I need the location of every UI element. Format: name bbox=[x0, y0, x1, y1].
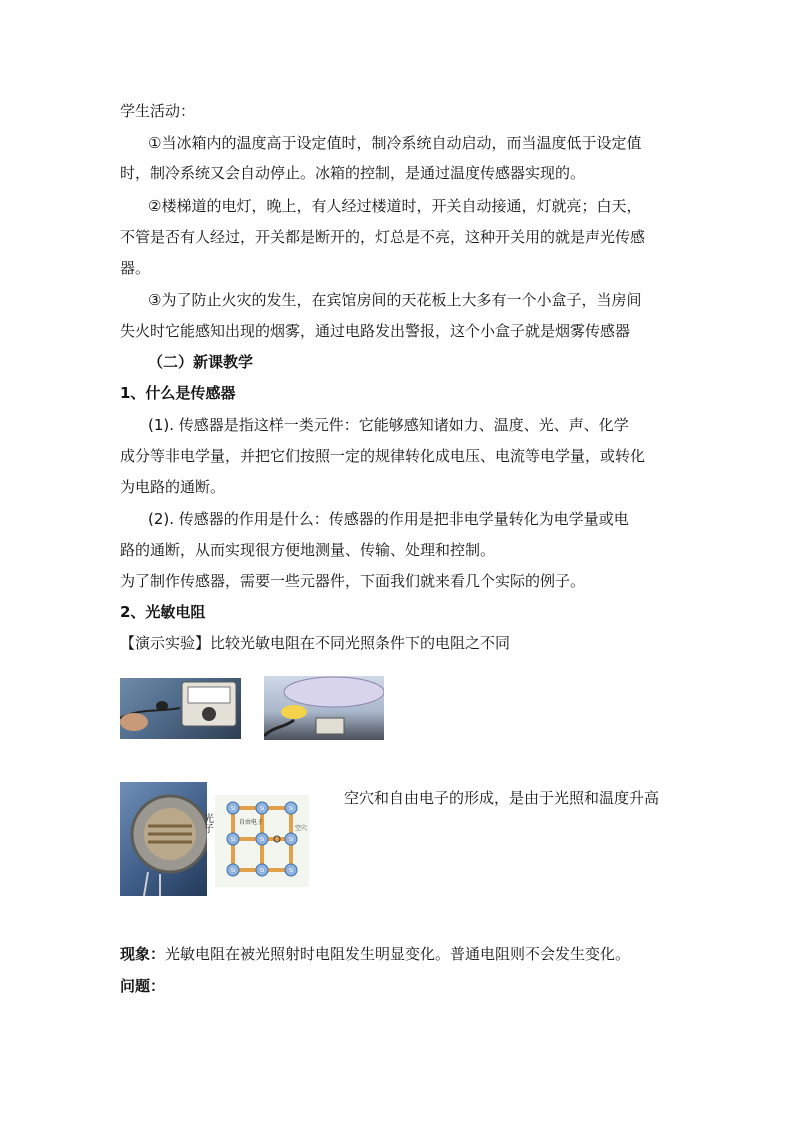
hole-label: 空穴 bbox=[295, 825, 308, 832]
silicon-lattice-diagram bbox=[215, 795, 309, 887]
activity-item-3-line-2: 失火时它能感知出现的烟雾，通过电路发出警报，这个小盒子就是烟雾传感器 bbox=[120, 322, 631, 340]
phenomenon-text: 光敏电阻在被光照射时电阻发生明显变化。普通电阻则不会发生变化。 bbox=[165, 945, 631, 963]
topic-1-p1-line-1: (1). 传感器是指这样一类元件：它能够感知诸如力、温度、光、声、化学 bbox=[148, 416, 629, 434]
phenomenon-label: 现象： bbox=[120, 945, 166, 963]
activity-heading: 学生活动： bbox=[120, 102, 196, 120]
demo-experiment: 【演示实验】比较光敏电阻在不同光照条件下的电阻之不同 bbox=[120, 634, 511, 652]
atom-label: Si bbox=[288, 868, 294, 874]
atom-label: Si bbox=[288, 837, 294, 843]
diagram-caption: 空穴和自由电子的形成，是由于光照和温度升高 bbox=[344, 789, 660, 807]
photoresistor-photo bbox=[120, 782, 207, 896]
topic-1-p3: 为了制作传感器，需要一些元器件，下面我们就来看几个实际的例子。 bbox=[120, 572, 586, 590]
activity-item-3-line-1: ③为了防止火灾的发生，在宾馆房间的天花板上大多有一个小盒子，当房间 bbox=[148, 291, 642, 309]
phenomenon-line bbox=[120, 944, 630, 964]
topic-2-title: 2、光敏电阻 bbox=[120, 603, 206, 621]
section-new-lesson: （二）新课教学 bbox=[148, 353, 254, 371]
atom-label: Si bbox=[259, 837, 265, 843]
lattice-svg bbox=[215, 795, 309, 887]
activity-item-1-line-2: 时，制冷系统又会自动停止。冰箱的控制，是通过温度传感器实现的。 bbox=[120, 164, 586, 182]
activity-item-2-line-2: 不管是否有人经过，开关都是断开的，灯总是不亮，这种开关用的就是声光传感 bbox=[120, 228, 646, 246]
activity-item-2-line-3: 器。 bbox=[120, 259, 151, 277]
atom-label: Si bbox=[230, 868, 236, 874]
topic-1-title: 1、什么是传感器 bbox=[120, 384, 236, 402]
multimeter-illustration bbox=[120, 678, 241, 739]
question-label: 问题： bbox=[120, 977, 166, 995]
atom-label: Si bbox=[259, 868, 265, 874]
photoresistor-illustration bbox=[120, 782, 207, 896]
atom-label: Si bbox=[230, 837, 236, 843]
experiment-photo-multimeter bbox=[120, 678, 241, 739]
topic-1-p1-line-2: 成分等非电学量，并把它们按照一定的规律转化成电压、电流等电学量，或转化 bbox=[120, 447, 646, 465]
atom-label: Si bbox=[230, 806, 236, 812]
experiment-photo-lamp bbox=[264, 676, 384, 740]
activity-item-2-line-1: ②楼梯道的电灯，晚上，有人经过楼道时，开关自动接通，灯就亮；白天， bbox=[148, 197, 642, 215]
atom-label: Si bbox=[288, 806, 294, 812]
activity-item-1-line-1: ①当冰箱内的温度高于设定值时，制冷系统自动启动，而当温度低于设定值 bbox=[148, 134, 642, 152]
topic-1-p1-line-3: 为电路的通断。 bbox=[120, 478, 226, 496]
topic-1-p2-line-2: 路的通断，从而实现很方便地测量、传输、处理和控制。 bbox=[120, 541, 496, 559]
topic-1-p2-line-1: (2). 传感器的作用是什么：传感器的作用是把非电学量转化为电学量或电 bbox=[148, 510, 629, 528]
atom-label: Si bbox=[259, 806, 265, 812]
diagram-side-label: 光子 bbox=[204, 814, 214, 835]
lamp-illustration bbox=[264, 676, 384, 740]
free-electron-label: 自由电子 bbox=[239, 819, 264, 826]
